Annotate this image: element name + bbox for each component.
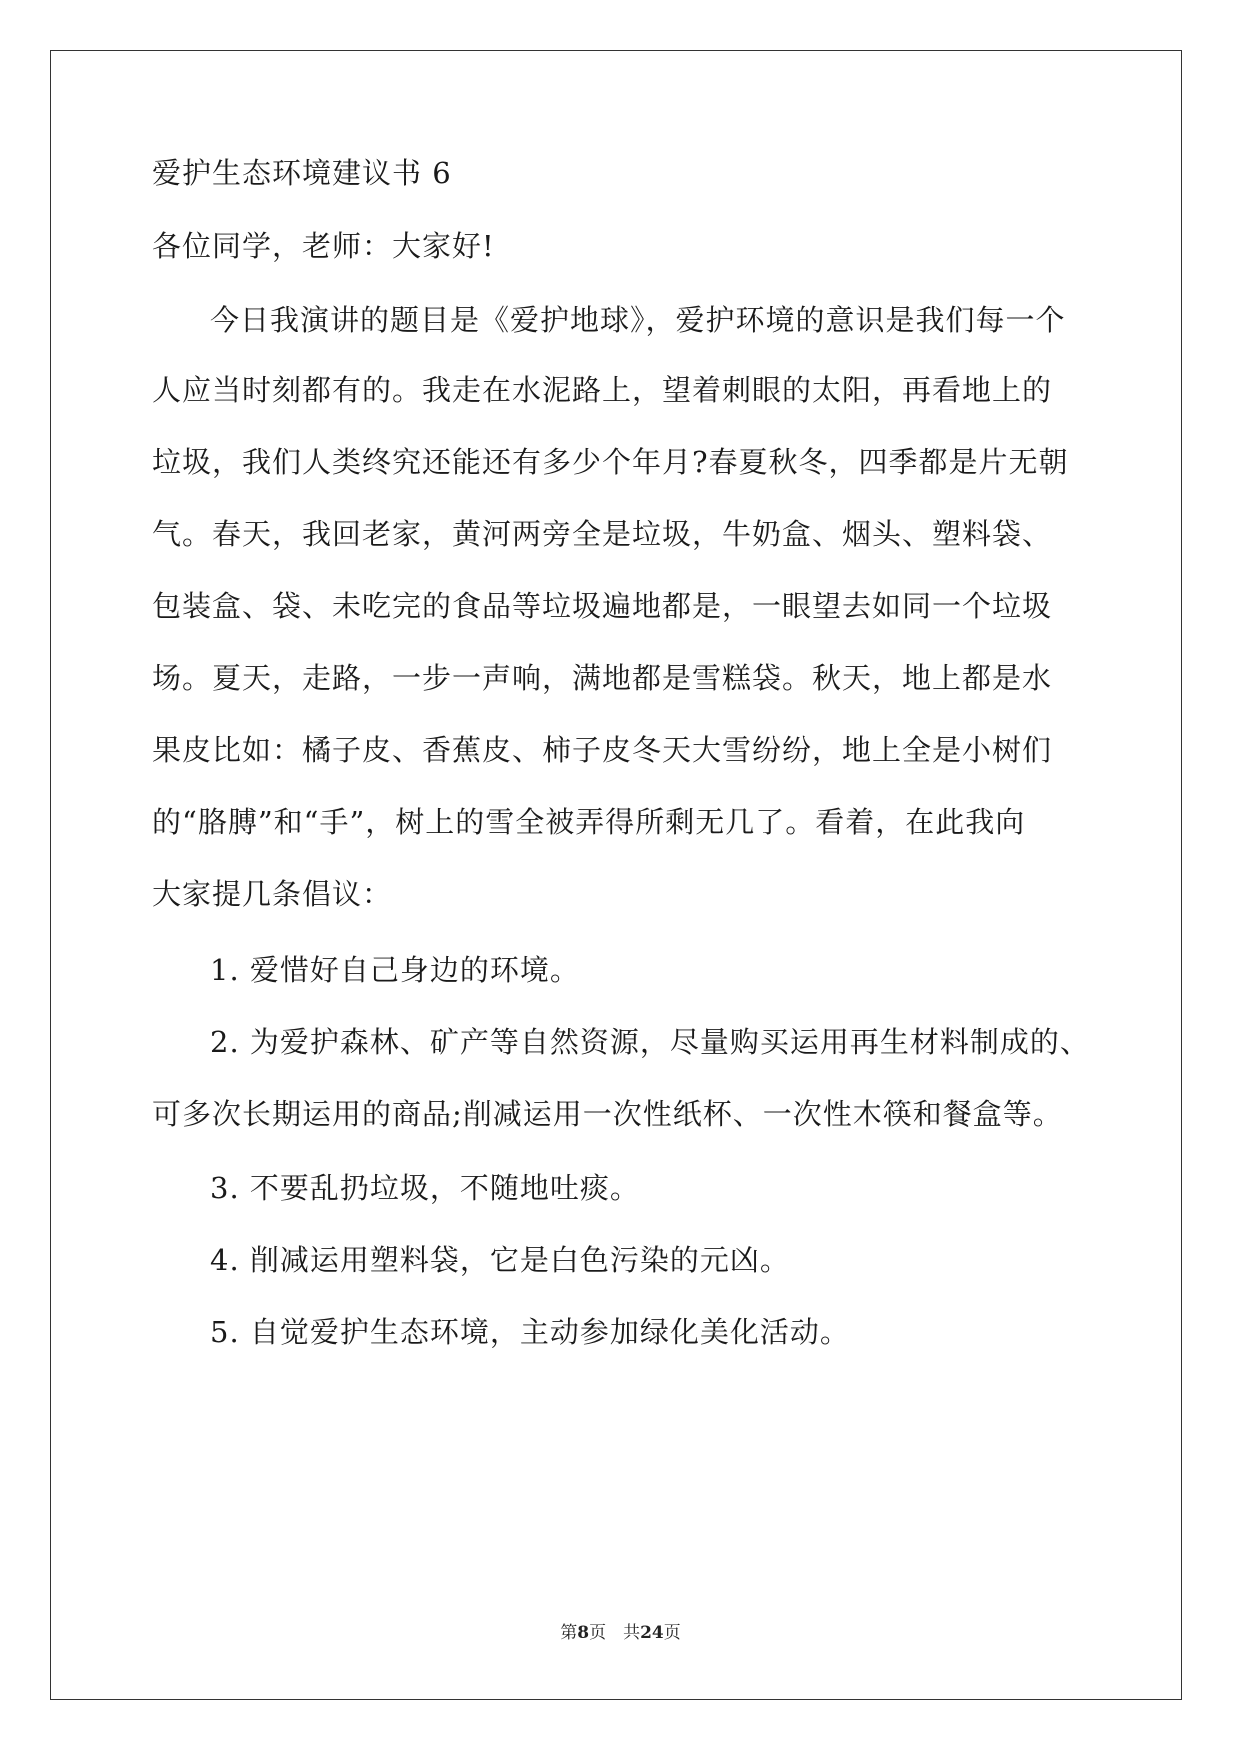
list-item: 5. 自觉爱护生态环境，主动参加绿化美化活动。 — [210, 1315, 850, 1349]
list-item-continuation: 可多次长期运用的商品;削减运用一次性纸杯、一次性木筷和餐盒等。 — [152, 1097, 1063, 1131]
page-border — [50, 50, 1182, 1700]
paragraph-line: 气。春天，我回老家，黄河两旁全是垃圾，牛奶盒、烟头、塑料袋、 — [152, 517, 1053, 551]
list-item: 1. 爱惜好自己身边的环境。 — [210, 953, 580, 987]
paragraph-line: 人应当时刻都有的。我走在水泥路上，望着刺眼的太阳，再看地上的 — [152, 373, 1053, 407]
list-item: 3. 不要乱扔垃圾，不随地吐痰。 — [210, 1171, 640, 1205]
list-item: 4. 削减运用塑料袋，它是白色污染的元凶。 — [210, 1243, 790, 1277]
footer-prefix: 第 — [560, 1623, 578, 1643]
list-item: 2. 为爱护森林、矿产等自然资源，尽量购买运用再生材料制成的、 — [210, 1025, 1090, 1059]
footer-suffix: 页 — [663, 1623, 681, 1643]
paragraph-line: 垃圾，我们人类终究还能还有多少个年月?春夏秋冬，四季都是片无朝 — [152, 445, 1069, 479]
paragraph-line: 的“胳膊”和“手”，树上的雪全被弄得所剩无几了。看着，在此我向 — [152, 805, 1026, 839]
footer-mid: 页 共 — [589, 1623, 641, 1643]
total-page-number: 24 — [640, 1623, 664, 1643]
greeting: 各位同学，老师：大家好! — [152, 229, 495, 263]
paragraph-line: 大家提几条倡议： — [152, 877, 393, 911]
paragraph-line: 场。夏天，走路，一步一声响，满地都是雪糕袋。秋天，地上都是水 — [152, 661, 1053, 695]
current-page-number: 8 — [577, 1623, 590, 1643]
paragraph-line: 包装盒、袋、未吃完的食品等垃圾遍地都是，一眼望去如同一个垃圾 — [152, 589, 1053, 623]
document-title: 爱护生态环境建议书 6 — [152, 156, 452, 190]
paragraph-line: 今日我演讲的题目是《爱护地球》，爱护环境的意识是我们每一个 — [210, 303, 1066, 337]
paragraph-line: 果皮比如：橘子皮、香蕉皮、柿子皮冬天大雪纷纷，地上全是小树们 — [152, 733, 1053, 767]
page-footer — [0, 1618, 1241, 1643]
